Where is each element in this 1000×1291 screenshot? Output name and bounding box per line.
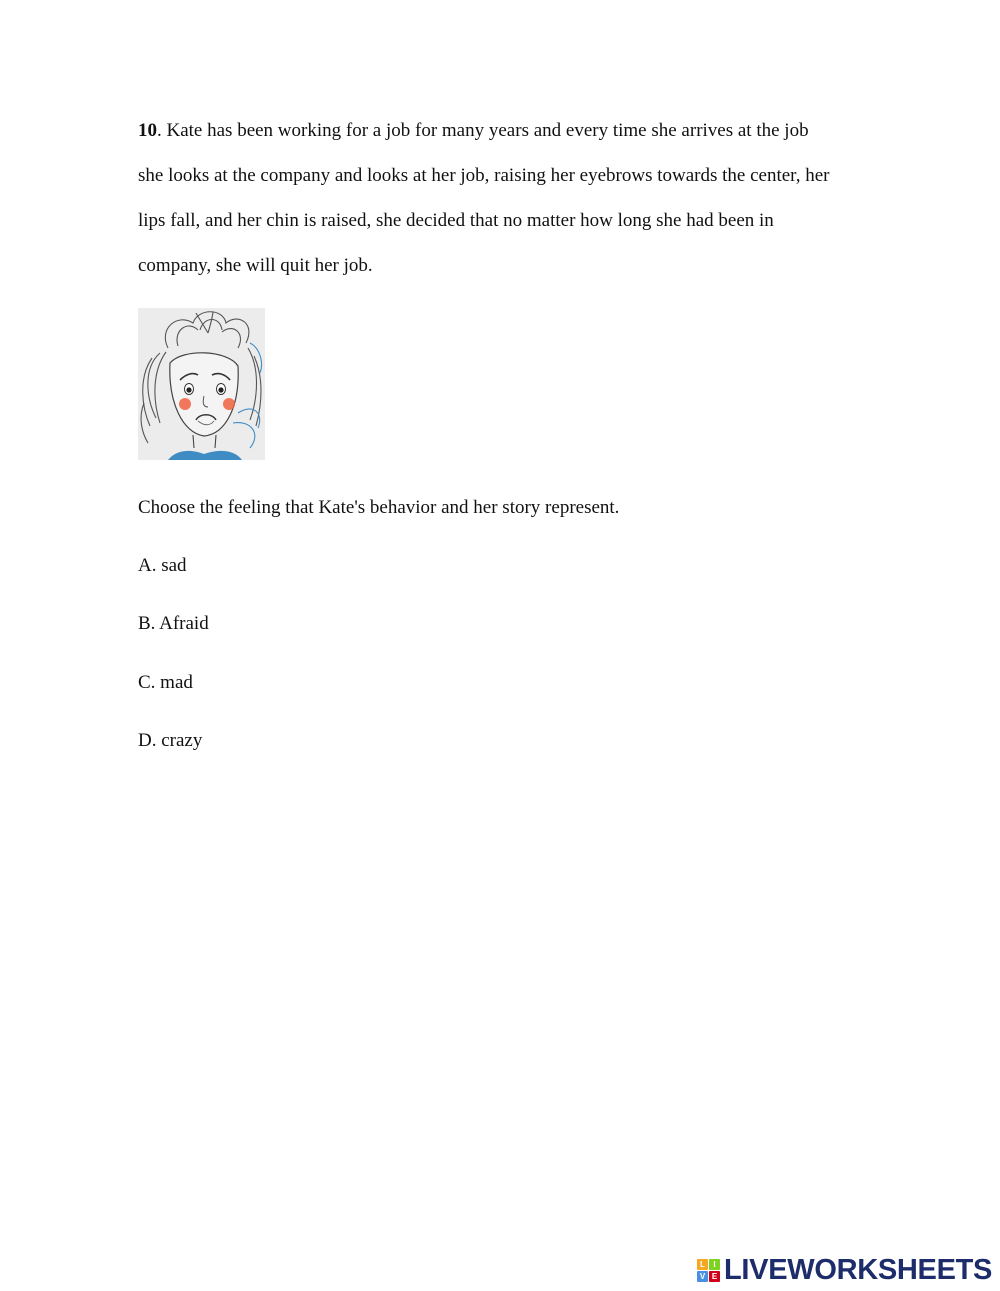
passage-line-1 [138,108,878,153]
passage-line-2: she looks at the company and looks at her job, raising her eyebrows towards the center, her [138,165,830,186]
live-badge-icon [697,1259,720,1282]
answer-option-c[interactable]: C. mad [138,672,193,693]
liveworksheets-logo [697,1253,992,1287]
answer-option-d[interactable]: D. crazy [138,730,203,751]
badge-letter-i: I [709,1259,720,1270]
passage-line-3: lips fall, and her chin is raised, she decided that no matter how long she had been in [138,210,774,231]
brand-wordmark: LIVEWORKSHEETS [724,1253,993,1286]
badge-letter-e: E [709,1271,720,1282]
sad-girl-face-icon [138,308,265,460]
question-number: 10 [138,120,157,141]
question-passage [138,108,878,288]
question-prompt: Choose the feeling that Kate's behavior and her story represent. [138,497,620,518]
answer-option-b[interactable]: B. Afraid [138,613,209,634]
badge-letter-l: L [697,1259,708,1270]
passage-line-4: company, she will quit her job. [138,255,373,276]
passage-line-1-text: . Kate has been working for a job for many years and every time she arrives at the job [157,120,809,141]
badge-letter-v: V [697,1271,708,1282]
answer-option-a[interactable]: A. sad [138,555,187,576]
